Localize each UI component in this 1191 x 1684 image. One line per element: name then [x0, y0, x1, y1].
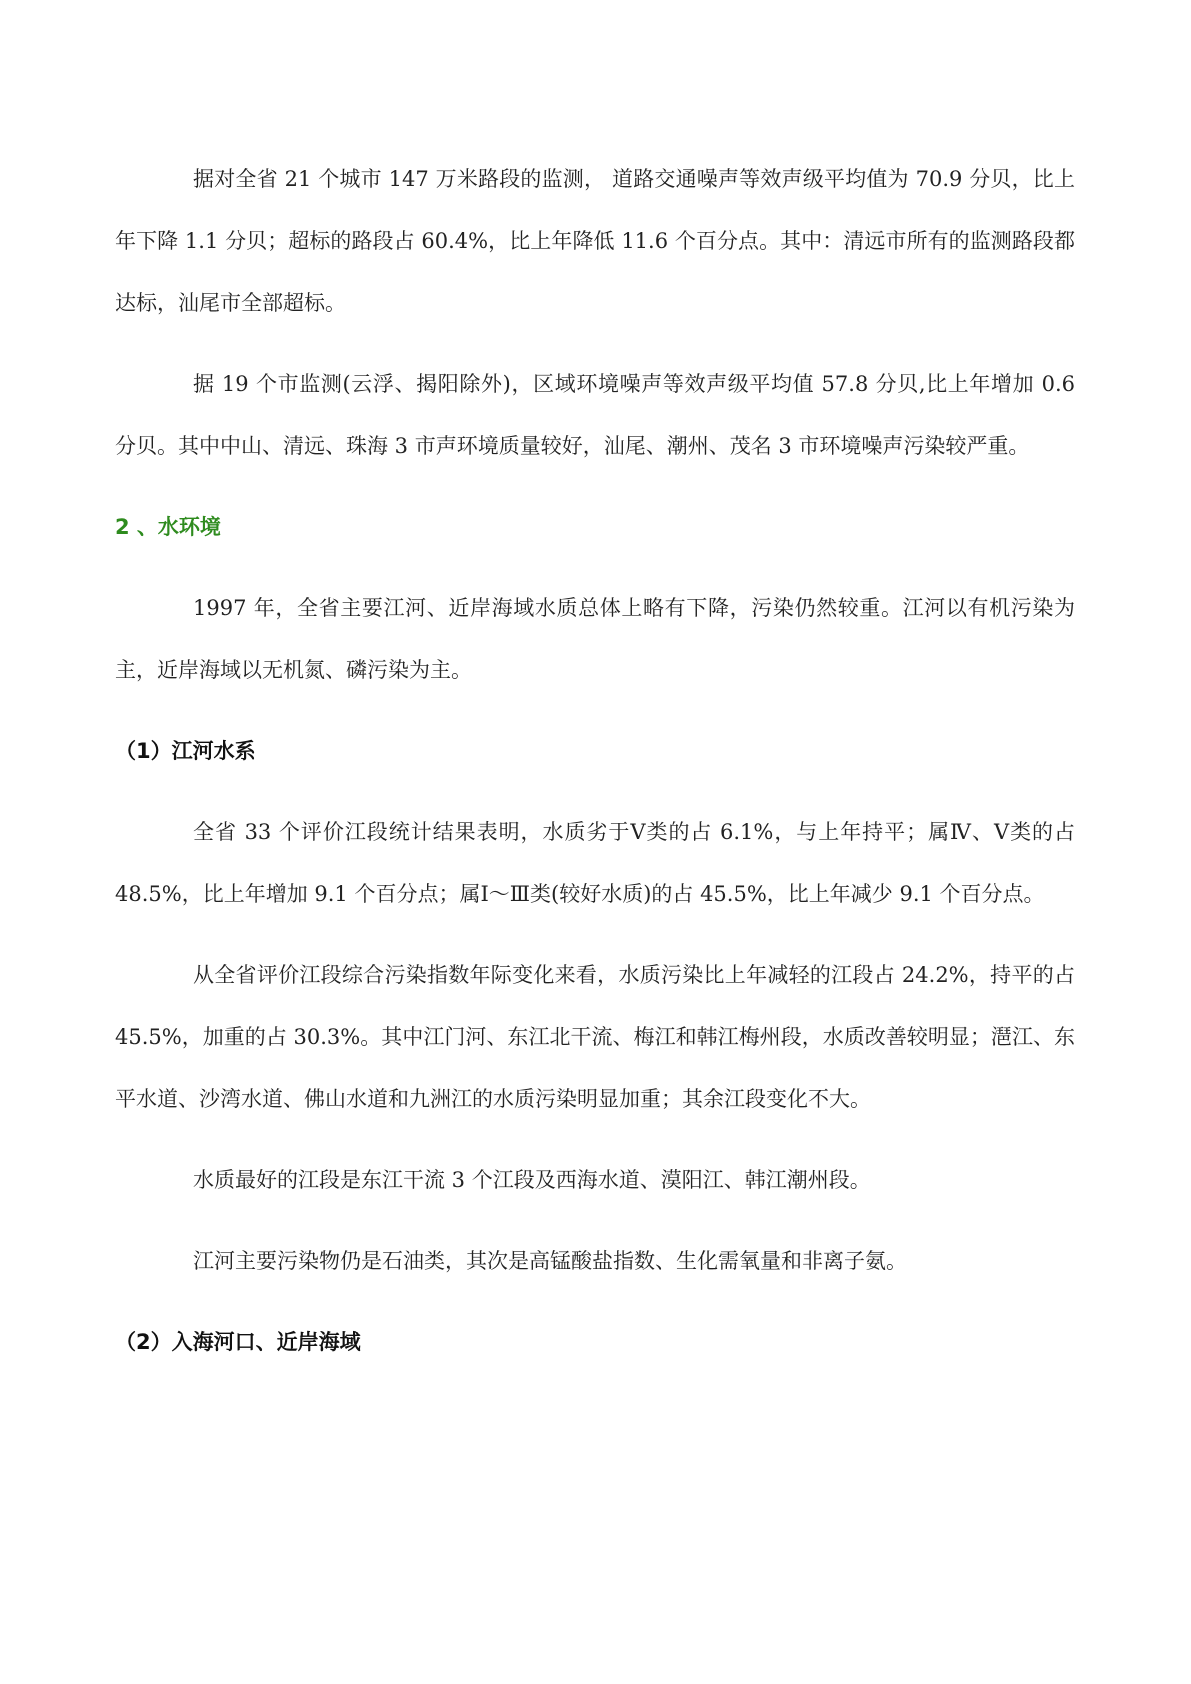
- section-heading-water: 2 、水环境: [115, 515, 221, 539]
- subheading-river-system: （1）江河水系: [115, 739, 256, 763]
- paragraph-water-overview: 1997 年，全省主要江河、近岸海域水质总体上略有下降，污染仍然较重。江河以有机污染为主，近岸海域以无机氮、磷污染为主。: [115, 596, 1075, 682]
- document-page: [115, 148, 1075, 1373]
- subheading-estuary-coastal: （2）入海河口、近岸海域: [115, 1330, 361, 1354]
- paragraph-traffic-noise: 据对全省 21 个城市 147 万米路段的监测， 道路交通噪声等效声级平均值为 70.9 分贝，比上年下降 1.1 分贝；超标的路段占 60.4%，比上年降低 11.6 个百分点。其中：清远市所有的监测路段都达标，汕尾市全部超标。: [115, 167, 1075, 315]
- paragraph-best-water: 水质最好的江段是东江干流 3 个江段及西海水道、漠阳江、韩江潮州段。: [193, 1168, 871, 1192]
- paragraph-main-pollutants: 江河主要污染物仍是石油类，其次是高锰酸盐指数、生化需氧量和非离子氨。: [193, 1249, 907, 1273]
- paragraph-river-statistics: 全省 33 个评价江段统计结果表明，水质劣于Ⅴ类的占 6.1%，与上年持平；属Ⅳ、Ⅴ类的占 48.5%，比上年增加 9.1 个百分点；属Ⅰ～Ⅲ类(较好水质)的占 45.5%，比上年减少 9.1 个百分点。: [115, 820, 1075, 906]
- paragraph-pollution-index: 从全省评价江段综合污染指数年际变化来看，水质污染比上年减轻的江段占 24.2%，持平的占 45.5%，加重的占 30.3%。其中江门河、东江北干流、梅江和韩江梅州段，水质改善较明显；潖江、东平水道、沙湾水道、佛山水道和九洲江的水质污染明显加重；其余江段变化不大。: [115, 963, 1075, 1111]
- paragraph-area-noise: 据 19 个市监测(云浮、揭阳除外)，区域环境噪声等效声级平均值 57.8 分贝,比上年增加 0.6 分贝。其中中山、清远、珠海 3 市声环境质量较好，汕尾、潮州、茂名 3 市环境噪声污染较严重。: [115, 372, 1075, 458]
